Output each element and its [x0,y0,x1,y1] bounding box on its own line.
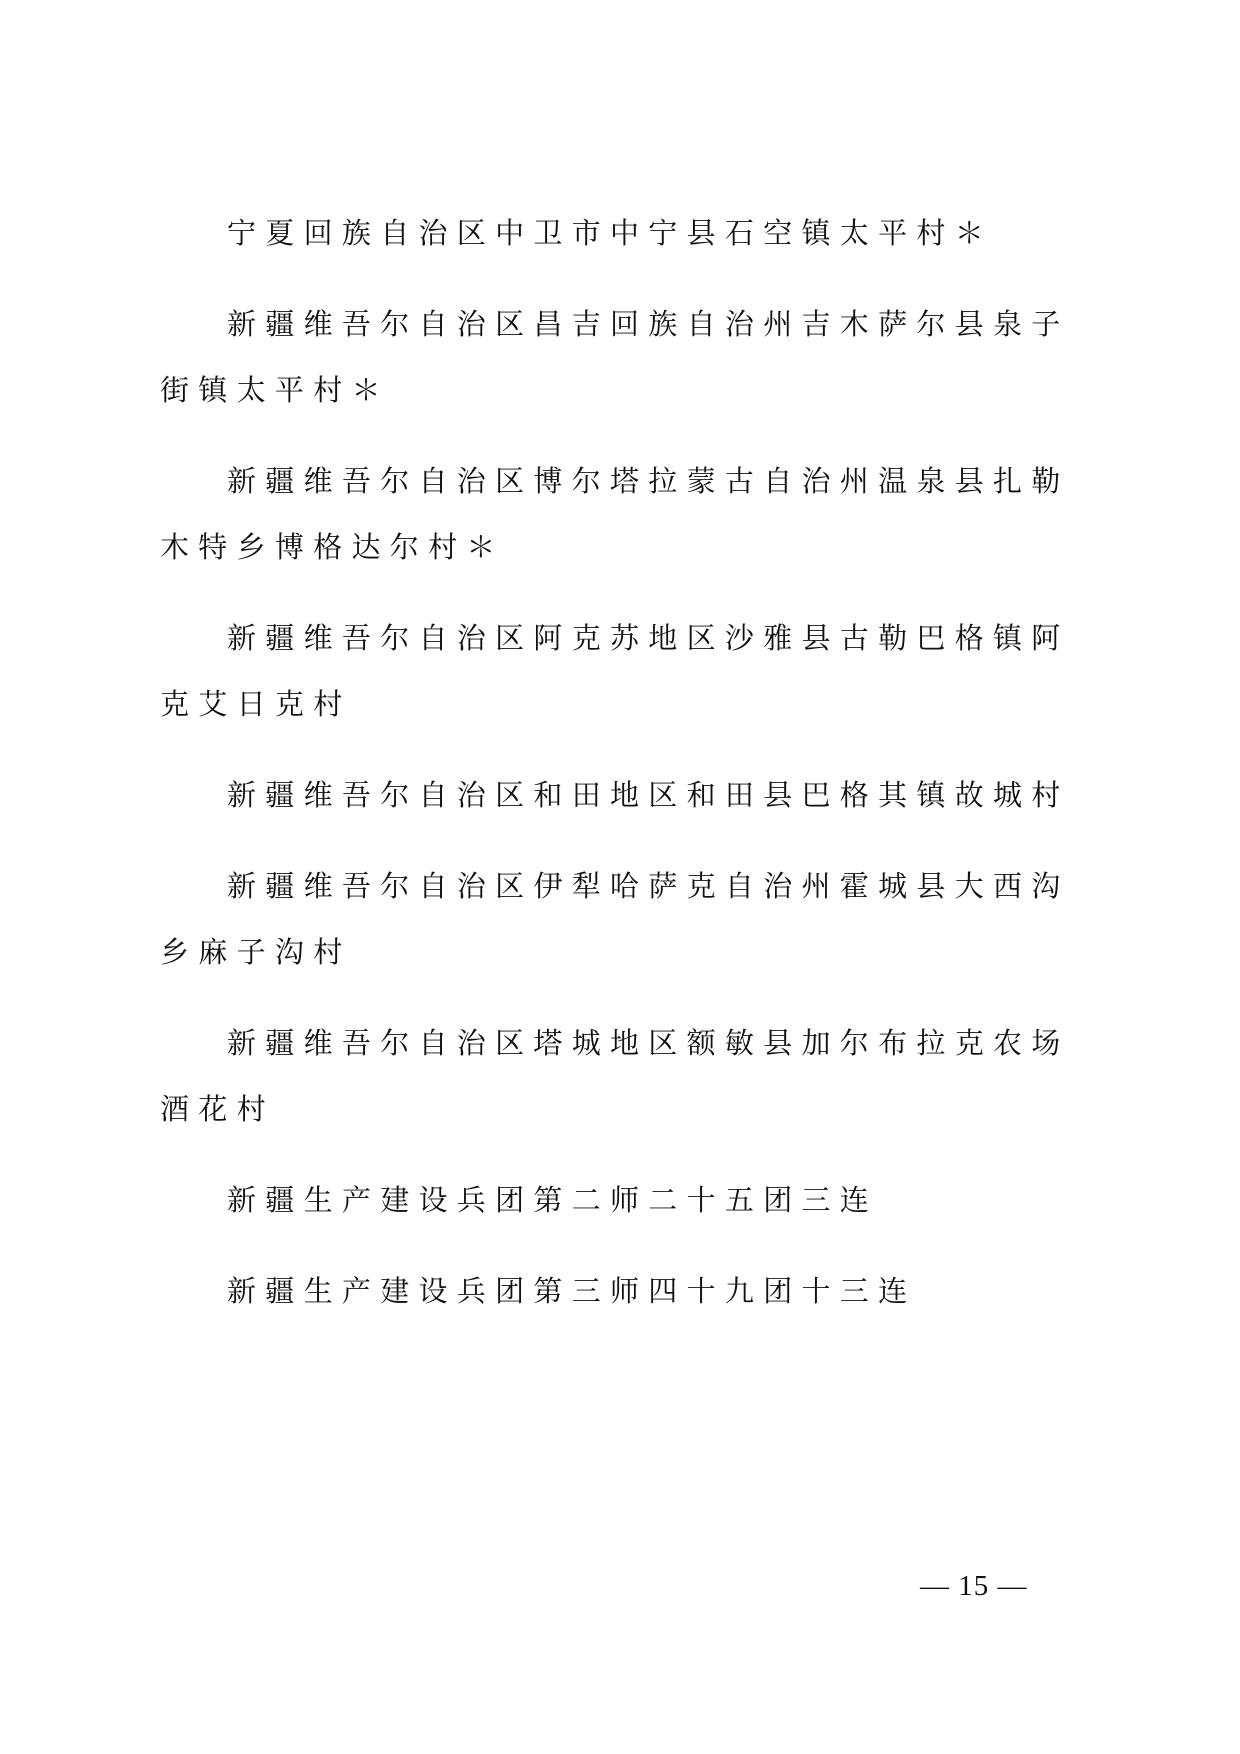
list-item: 新疆生产建设兵团第三师四十九团十三连 [227,1274,917,1308]
page-footer [920,1566,1120,1606]
list-item: 新疆维吾尔自治区昌吉回族自治州吉木萨尔县泉子街镇太平村＊ [160,307,1070,407]
list-item: 新疆维吾尔自治区阿克苏地区沙雅县古勒巴格镇阿克艾日克村 [160,621,1070,721]
list-item: 新疆维吾尔自治区伊犁哈萨克自治州霍城县大西沟乡麻子沟村 [160,869,1070,969]
list-item: 新疆维吾尔自治区博尔塔拉蒙古自治州温泉县扎勒木特乡博格达尔村＊ [160,464,1070,564]
list-item: 新疆生产建设兵团第二师二十五团三连 [227,1183,879,1217]
list-item: 新疆维吾尔自治区和田地区和田县巴格其镇故城村 [227,778,1070,812]
list-item: 新疆维吾尔自治区塔城地区额敏县加尔布拉克农场酒花村 [160,1026,1070,1126]
list-item: 宁夏回族自治区中卫市中宁县石空镇太平村＊ [227,216,994,250]
village-list [160,200,1080,1349]
page-number: — 15 — [920,1570,1028,1602]
